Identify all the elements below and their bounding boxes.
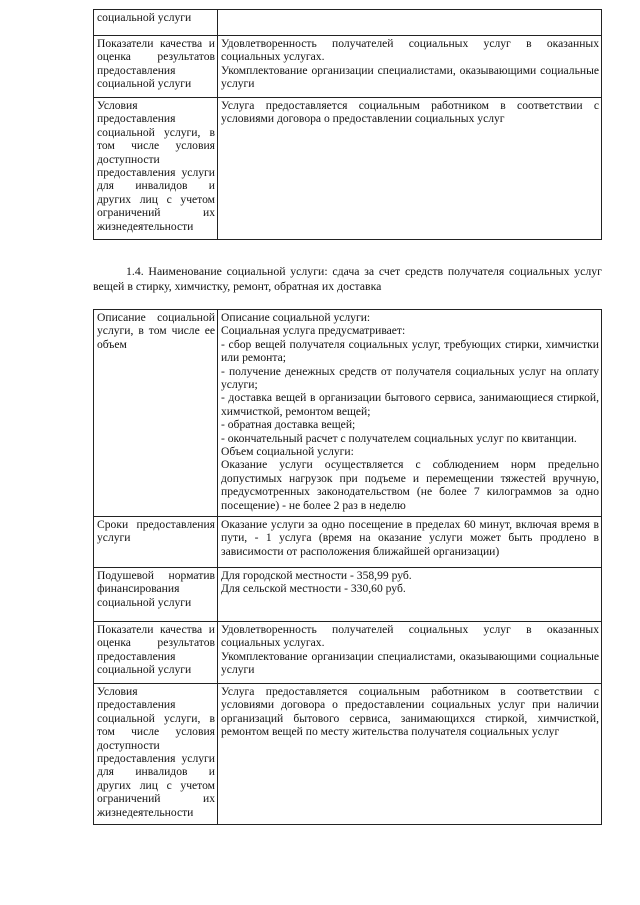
top-services-table	[93, 9, 602, 240]
row-value: Услуга предоставляется социальным работником в соответствии с условиями договора о предоставлении социальных услуг	[218, 98, 602, 240]
section-heading-text: 1.4. Наименование социальной услуги: сдача за счет средств получателя социальных услуг вещей в стирку, химчистку, ремонт, обратная их доставка	[93, 264, 602, 293]
table-row	[94, 517, 602, 568]
row-label: Подушевой норматив финансирования социальной услуги	[94, 568, 218, 622]
table-row	[94, 310, 602, 517]
row-value	[218, 10, 602, 36]
row-value: Удовлетворенность получателей социальных услуг в оказанных социальных услугах. Укомплектование организации специалистами, оказывающими социальные услуги	[218, 622, 602, 684]
table-row	[94, 98, 602, 240]
table-row	[94, 10, 602, 36]
row-label: Условия предоставления социальной услуги, в том числе условия доступности предоставления услуги для инвалидов и других лиц с учетом ограничений их жизнедеятельности	[94, 98, 218, 240]
row-label: Условия предоставления социальной услуги, в том числе условия доступности предоставления услуги для инвалидов и других лиц с учетом ограничений их жизнедеятельности	[94, 684, 218, 825]
service-description-table	[93, 309, 602, 825]
row-value: Услуга предоставляется социальным работником в соответствии с условиями договора о предоставлении социальных услуг при наличии организаций бытового сервиса, занимающихся стиркой, химчисткой, ремонтом вещей по месту жительства получателя социальных услуг	[218, 684, 602, 825]
row-value: Описание социальной услуги: Социальная услуга предусматривает: - сбор вещей получателя социальных услуг, требующих стирки, химчистки или ремонта; - получение денежных средств от получателя социальных услуг на оплату услуги; - доставка вещей в организации бытового сервиса, занимающиеся стиркой, химчисткой, ремонтом вещей; - обратная доставка вещей; - окончательный расчет с получателем социальных услуг по квитанции. Объем социальной услуги: Оказание услуги осуществляется с соблюдением норм предельно допустимых нагрузок при подъеме и перемещении тяжестей вручную, предусмотренных законодательством (не более 7 килограммов за одно посещение) - не более 2 раз в неделю	[218, 310, 602, 517]
row-label: Показатели качества и оценка результатов предоставления социальной услуги	[94, 622, 218, 684]
row-label: социальной услуги	[94, 10, 218, 36]
row-label: Сроки предоставления услуги	[94, 517, 218, 568]
row-value: Удовлетворенность получателей социальных услуг в оказанных социальных услугах. Укомплектование организации специалистами, оказывающими социальные услуги	[218, 36, 602, 98]
table-row	[94, 684, 602, 825]
section-heading	[93, 264, 602, 294]
row-value: Для городской местности - 358,99 руб. Для сельской местности - 330,60 руб.	[218, 568, 602, 622]
table-row	[94, 568, 602, 622]
row-label: Описание социальной услуги, в том числе ее объем	[94, 310, 218, 517]
row-value: Оказание услуги за одно посещение в пределах 60 минут, включая время в пути, - 1 услуга (время на оказание услуги может быть продлено в зависимости от расположения ближайшей организации)	[218, 517, 602, 568]
row-label: Показатели качества и оценка результатов предоставления социальной услуги	[94, 36, 218, 98]
table-row	[94, 622, 602, 684]
table-row	[94, 36, 602, 98]
